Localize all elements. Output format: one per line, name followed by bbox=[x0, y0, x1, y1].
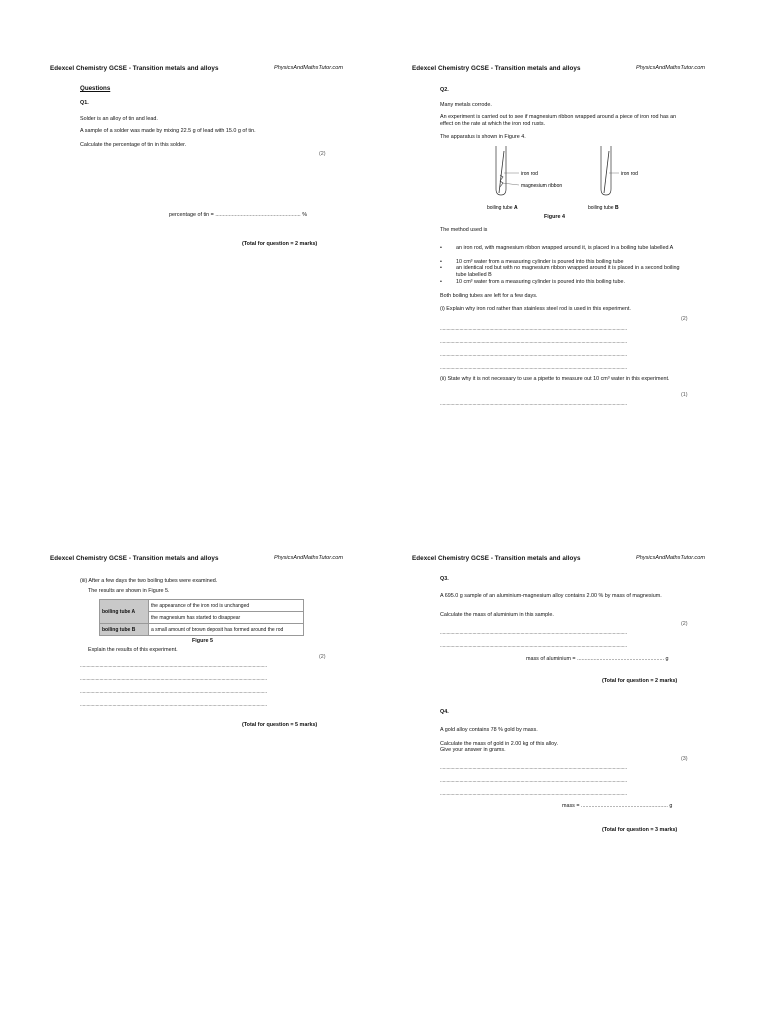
answer-line[interactable]: ................................................................................................................................................ bbox=[440, 365, 627, 371]
q2-line3: The apparatus is shown in Figure 4. bbox=[440, 134, 526, 140]
tube-b-row-label: boiling tube B bbox=[100, 624, 149, 636]
q4-answer-label: mass = bbox=[562, 803, 582, 809]
figure-4-caption: Figure 4 bbox=[544, 214, 565, 220]
q1-total: (Total for question = 2 marks) bbox=[242, 241, 318, 247]
q1-line2: A sample of a solder was made by mixing 22.5 g of lead with 15.0 g of tin. bbox=[80, 128, 256, 134]
header-site: PhysicsAndMathsTutor.com bbox=[273, 65, 343, 71]
q1-answer-label: percentage of tin = bbox=[169, 212, 216, 218]
q1-answer-line bbox=[169, 212, 307, 219]
page-header bbox=[412, 65, 737, 72]
q3-answer-line bbox=[526, 656, 668, 663]
bullet-marker: • bbox=[440, 265, 442, 271]
q4-total: (Total for question = 3 marks) bbox=[602, 827, 678, 833]
table-row bbox=[100, 624, 304, 636]
q3-line1: A 695.0 g sample of an aluminium-magnesium alloy contains 2.00 % by mass of magnesium. bbox=[440, 593, 662, 599]
answer-line[interactable]: ................................................................................................................................................ bbox=[440, 643, 627, 649]
method-intro: The method used is bbox=[440, 227, 488, 233]
label-line-magnesium bbox=[502, 183, 519, 185]
table-cell: the magnesium has started to disappear bbox=[149, 612, 304, 624]
figure-4-apparatus bbox=[482, 143, 657, 215]
table-cell: a small amount of brown deposit has formed around the rod bbox=[149, 624, 304, 636]
method-bullet-4: 10 cm³ water from a measuring cylinder is poured into this boiling tube. bbox=[456, 279, 625, 285]
part-i-marks: (2) bbox=[681, 316, 688, 322]
q4-answer-unit: g bbox=[669, 803, 673, 809]
q1-line3: Calculate the percentage of tin in this solder. bbox=[80, 142, 187, 148]
tube-a-label-text: boiling tube bbox=[487, 205, 514, 211]
method-bullet-3: an identical rod but with no magnesium ribbon wrapped around it is placed in a second boiling tube labelled B bbox=[456, 265, 680, 278]
explain-question: Explain the results of this experiment. bbox=[88, 647, 178, 653]
answer-line[interactable]: ................................................................................................................................................ bbox=[80, 663, 267, 669]
q4-line3: Give your answer in grams. bbox=[440, 747, 506, 753]
header-title: Edexcel Chemistry GCSE - Transition metals and alloys bbox=[412, 65, 581, 72]
page-header bbox=[50, 65, 375, 72]
iron-rod-b bbox=[604, 151, 609, 193]
header-title: Edexcel Chemistry GCSE - Transition metals and alloys bbox=[50, 65, 219, 72]
tube-a-letter: A bbox=[513, 205, 518, 211]
q2-total: (Total for question = 5 marks) bbox=[242, 722, 318, 728]
bullet-marker: • bbox=[440, 279, 442, 285]
answer-line[interactable]: ................................................................................................................................................ bbox=[440, 339, 627, 345]
q4-line2: Calculate the mass of gold in 2.00 kg of this alloy. bbox=[440, 741, 558, 747]
table-cell: the appearance of the iron rod is unchanged bbox=[149, 600, 304, 612]
q3-marks: (2) bbox=[681, 621, 688, 627]
page-header bbox=[50, 555, 375, 562]
q4-marks: (3) bbox=[681, 756, 688, 762]
bullet-marker: • bbox=[440, 259, 442, 265]
q3-answer-field[interactable]: .......................................................... bbox=[577, 656, 664, 662]
answer-line[interactable]: ................................................................................................................................................ bbox=[440, 778, 627, 784]
part-i-question: (i) Explain why iron rod rather than stainless steel rod is used in this experiment. bbox=[440, 306, 631, 312]
answer-line[interactable]: ................................................................................................................................................ bbox=[440, 326, 627, 332]
q1-marks: (2) bbox=[319, 151, 326, 157]
figure-5-caption: Figure 5 bbox=[192, 638, 213, 644]
q3-line2: Calculate the mass of aluminium in this sample. bbox=[440, 612, 554, 618]
header-site: PhysicsAndMathsTutor.com bbox=[635, 65, 705, 71]
header-title: Edexcel Chemistry GCSE - Transition metals and alloys bbox=[50, 555, 219, 562]
iron-rod-b-label: iron rod bbox=[621, 171, 638, 177]
tube-b-letter: B bbox=[614, 205, 619, 211]
header-site: PhysicsAndMathsTutor.com bbox=[273, 555, 343, 561]
questions-heading: Questions bbox=[80, 85, 111, 92]
figure-5-results-table bbox=[99, 599, 304, 636]
page-header bbox=[412, 555, 737, 562]
part-ii-question: (ii) State why it is not necessary to use a pipette to measure out 10 cm³ water in this experiment. bbox=[440, 376, 670, 382]
bullet-marker: • bbox=[440, 245, 442, 251]
q3-answer-label: mass of aluminium = bbox=[526, 656, 578, 662]
tube-a-row-label: boiling tube A bbox=[100, 600, 149, 624]
method-bullet-1: an iron rod, with magnesium ribbon wrapped around it, is placed in a boiling tube labelled A bbox=[456, 245, 674, 251]
tube-a-label bbox=[487, 205, 518, 211]
q2-label: Q2. bbox=[440, 87, 449, 93]
q1-label: Q1. bbox=[80, 100, 89, 106]
method-bullet-2: 10 cm³ water from a measuring cylinder is poured into this boiling tube bbox=[456, 259, 624, 265]
answer-line[interactable]: ................................................................................................................................................ bbox=[80, 689, 267, 695]
q3-label: Q3. bbox=[440, 576, 449, 582]
boiling-tube-a bbox=[496, 146, 506, 195]
q4-line1: A gold alloy contains 78 % gold by mass. bbox=[440, 727, 538, 733]
page-2 bbox=[402, 55, 747, 505]
answer-line[interactable]: ................................................................................................................................................ bbox=[440, 352, 627, 358]
q1-answer-field[interactable]: ......................................................... bbox=[215, 212, 301, 218]
answer-line[interactable]: ................................................................................................................................................ bbox=[440, 765, 627, 771]
answer-line[interactable]: ................................................................................................................................................ bbox=[80, 702, 267, 708]
header-site: PhysicsAndMathsTutor.com bbox=[635, 555, 705, 561]
part-ii-marks: (1) bbox=[681, 392, 688, 398]
magnesium-ribbon bbox=[500, 175, 503, 187]
q3-answer-unit: g bbox=[665, 656, 669, 662]
q4-label: Q4. bbox=[440, 709, 449, 715]
q4-answer-line bbox=[562, 803, 672, 810]
q2-line1: Many metals corrode. bbox=[440, 102, 492, 108]
part-iii-marks: (2) bbox=[319, 654, 326, 660]
table-row bbox=[100, 600, 304, 612]
left-line: Both boiling tubes are left for a few days. bbox=[440, 293, 538, 299]
iron-rod-a-label: iron rod bbox=[521, 171, 538, 177]
q1-answer-unit: % bbox=[302, 212, 307, 218]
answer-line[interactable]: ................................................................................................................................................ bbox=[80, 676, 267, 682]
answer-line[interactable]: ................................................................................................................................................ bbox=[440, 401, 627, 407]
answer-line[interactable]: ................................................................................................................................................ bbox=[440, 630, 627, 636]
page-4 bbox=[402, 545, 747, 995]
page-3 bbox=[40, 545, 385, 995]
iron-rod-a bbox=[499, 151, 504, 193]
q1-line1: Solder is an alloy of tin and lead. bbox=[80, 116, 158, 122]
q3-total: (Total for question = 2 marks) bbox=[602, 678, 678, 684]
part-iii-question: (iii) After a few days the two boiling tubes were examined. bbox=[80, 578, 218, 584]
tube-b-label bbox=[588, 205, 619, 211]
q2-line2: An experiment is carried out to see if magnesium ribbon wrapped around a piece of iron rod has an effect on the rate at which the iron rod rusts. bbox=[440, 114, 677, 127]
tube-b-label-text: boiling tube bbox=[588, 205, 615, 211]
boiling-tube-b bbox=[601, 146, 611, 195]
q4-answer-field[interactable]: .......................................................... bbox=[581, 803, 668, 809]
answer-line[interactable]: ................................................................................................................................................ bbox=[440, 791, 627, 797]
page-1 bbox=[40, 55, 385, 505]
results-intro: The results are shown in Figure 5. bbox=[88, 588, 170, 594]
magnesium-label: magnesium ribbon bbox=[521, 183, 563, 189]
header-title: Edexcel Chemistry GCSE - Transition metals and alloys bbox=[412, 555, 581, 562]
